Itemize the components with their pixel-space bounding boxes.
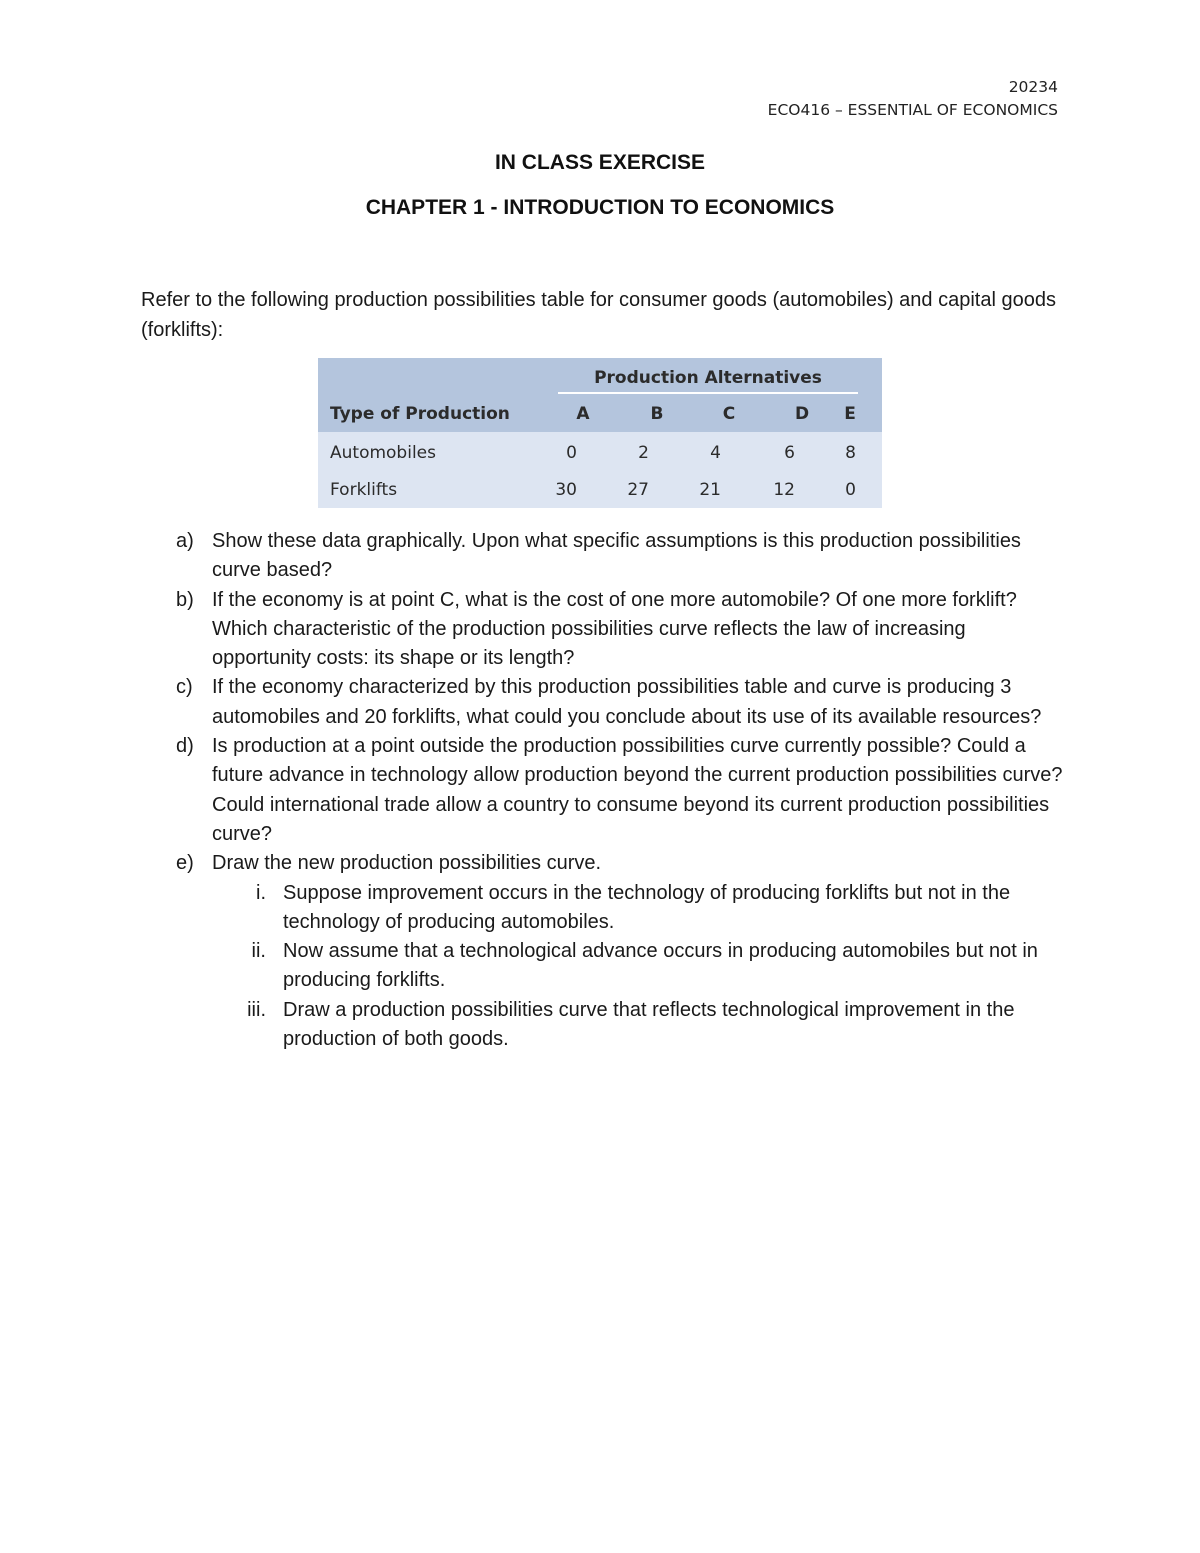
- exercise-title: IN CLASS EXERCISE: [494, 151, 706, 174]
- table-cell: 27: [627, 480, 649, 500]
- production-possibilities-table: [318, 358, 882, 508]
- table-group-title: Production Alternatives: [594, 368, 822, 388]
- table-cell: 4: [710, 443, 721, 463]
- subquestion-item: [170, 879, 1070, 938]
- question-marker: d): [176, 735, 194, 758]
- question-item: [170, 527, 1070, 586]
- table-cell: 0: [845, 480, 856, 500]
- table-row-header: Type of Production: [330, 404, 510, 424]
- table-col-header: E: [844, 404, 856, 424]
- header-course: ECO416 – ESSENTIAL OF ECONOMICS: [767, 101, 1058, 119]
- subquestion-marker: i.: [256, 881, 266, 904]
- table-cell: 21: [699, 480, 721, 500]
- table-cell: 12: [773, 480, 795, 500]
- table-col-header: A: [576, 404, 590, 424]
- table-col-header: C: [722, 404, 736, 424]
- page-header: [768, 76, 1058, 122]
- table-group-rule: [558, 392, 858, 394]
- intro-paragraph: Refer to the following production possibilities table for consumer goods (automobiles) and capital goods (forklifts):: [141, 289, 1056, 341]
- question-marker: e): [176, 852, 194, 875]
- question-item: [170, 732, 1070, 849]
- table-col-header: B: [650, 404, 664, 424]
- question-marker: b): [176, 588, 194, 611]
- header-code: 20234: [1008, 78, 1058, 96]
- question-marker: c): [176, 676, 193, 699]
- question-text: Show these data graphically. Upon what specific assumptions is this production possibilities curve based?: [212, 530, 1021, 582]
- table-cell: 2: [638, 443, 649, 463]
- subquestion-marker: ii.: [251, 940, 266, 963]
- question-item: [170, 849, 1070, 1054]
- question-marker: a): [176, 530, 194, 552]
- question-list: [170, 527, 1070, 1054]
- subquestion-item: [170, 996, 1070, 1055]
- table-cell: 0: [566, 443, 577, 463]
- table-row-label-forklifts: Forklifts: [330, 480, 398, 500]
- table-cell: 8: [845, 443, 856, 463]
- subquestion-item: [170, 937, 1070, 996]
- table-col-header: D: [794, 404, 810, 424]
- subquestion-text: Now assume that a technological advance occurs in producing automobiles but not in producing forklifts.: [283, 940, 1038, 992]
- table-row-label-automobiles: Automobiles: [330, 443, 436, 463]
- question-text: Draw the new production possibilities curve.: [212, 852, 602, 875]
- subquestion-text: Suppose improvement occurs in the technology of producing forklifts but not in the technology of producing automobiles.: [283, 881, 1011, 933]
- subquestion-text: Draw a production possibilities curve that reflects technological improvement in the production of both goods.: [283, 998, 1015, 1051]
- table-cell: 6: [784, 443, 795, 463]
- chapter-title: CHAPTER 1 - INTRODUCTION TO ECONOMICS: [365, 196, 835, 219]
- question-text: If the economy characterized by this production possibilities table and curve is producing 3 automobiles and 20 forklifts, what could you conclude about its use of its available resources?: [212, 676, 1042, 728]
- question-item: [170, 586, 1070, 674]
- question-text: If the economy is at point C, what is the cost of one more automobile? Of one more forklift? Which characteristic of the production possibilities curve reflects the law of increasing opportunity costs: its shape or its length?: [212, 588, 1017, 670]
- question-text: Is production at a point outside the production possibilities curve currently possible? Could a future advance in technology allow production beyond the current production possibilities curve? Could international trade allow a country to consume beyond its current production possibilities curve?: [212, 735, 1063, 845]
- subquestion-marker: iii.: [247, 998, 266, 1021]
- question-item: [170, 673, 1070, 732]
- table-cell: 30: [555, 480, 577, 500]
